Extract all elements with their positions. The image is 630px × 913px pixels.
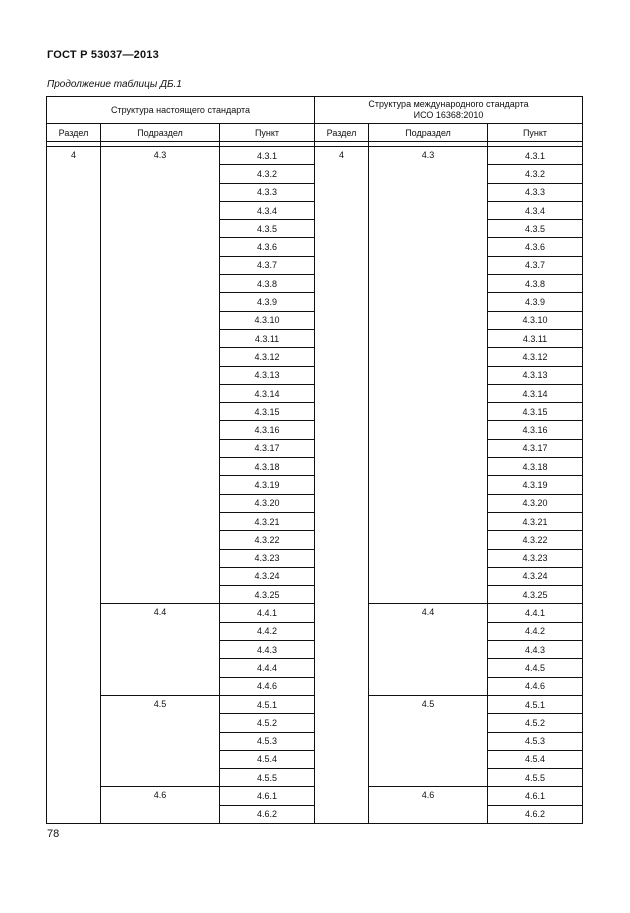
item-cell-international: 4.4.6 [488,677,583,695]
item-cell-national: 4.3.11 [220,329,315,347]
item-cell-international: 4.6.1 [488,787,583,805]
item-cell-international: 4.3.9 [488,293,583,311]
item-cell-national: 4.5.1 [220,695,315,713]
section-cell-national: 4 [47,147,101,824]
col-header-section: Раздел [47,124,101,142]
item-cell-national: 4.5.3 [220,732,315,750]
item-cell-national: 4.3.23 [220,549,315,567]
item-cell-national: 4.3.6 [220,238,315,256]
subsection-cell-international: 4.6 [369,787,488,824]
item-cell-international: 4.3.14 [488,384,583,402]
item-cell-international: 4.3.13 [488,366,583,384]
item-cell-national: 4.4.6 [220,677,315,695]
item-cell-international: 4.3.18 [488,458,583,476]
item-cell-national: 4.3.9 [220,293,315,311]
page-number: 78 [47,828,60,840]
item-cell-international: 4.3.10 [488,311,583,329]
item-cell-national: 4.3.16 [220,421,315,439]
item-cell-international: 4.3.15 [488,403,583,421]
item-cell-national: 4.3.18 [220,458,315,476]
item-cell-international: 4.3.20 [488,494,583,512]
item-cell-international: 4.3.5 [488,220,583,238]
item-cell-international: 4.3.7 [488,256,583,274]
item-cell-international: 4.3.6 [488,238,583,256]
item-cell-international: 4.3.16 [488,421,583,439]
subsection-cell-international: 4.5 [369,695,488,786]
item-cell-international: 4.3.24 [488,567,583,585]
subsection-cell-national: 4.6 [101,787,220,824]
item-cell-national: 4.3.7 [220,256,315,274]
group-header-national [47,97,315,124]
col-header-item: Пункт [488,124,583,142]
item-cell-national: 4.6.1 [220,787,315,805]
item-cell-international: 4.3.21 [488,512,583,530]
item-cell-international: 4.3.17 [488,439,583,457]
item-cell-national: 4.3.1 [220,147,315,165]
item-cell-international: 4.3.11 [488,329,583,347]
item-cell-national: 4.4.3 [220,641,315,659]
item-cell-national: 4.3.13 [220,366,315,384]
subsection-cell-national: 4.5 [101,695,220,786]
item-cell-national: 4.3.22 [220,531,315,549]
item-cell-national: 4.3.24 [220,567,315,585]
item-cell-international: 4.3.1 [488,147,583,165]
item-cell-international: 4.5.3 [488,732,583,750]
item-cell-national: 4.3.19 [220,476,315,494]
col-header-item: Пункт [220,124,315,142]
item-cell-national: 4.3.5 [220,220,315,238]
item-cell-national: 4.3.2 [220,165,315,183]
item-cell-international: 4.4.3 [488,641,583,659]
item-cell-international: 4.4.5 [488,659,583,677]
group-header-international [315,97,583,124]
table-caption: Продолжение таблицы ДБ.1 [47,79,182,90]
item-cell-national: 4.3.17 [220,439,315,457]
item-cell-international: 4.3.25 [488,586,583,604]
item-cell-national: 4.3.10 [220,311,315,329]
item-cell-national: 4.3.12 [220,348,315,366]
item-cell-national: 4.3.25 [220,586,315,604]
item-cell-national: 4.3.21 [220,512,315,530]
item-cell-national: 4.4.4 [220,659,315,677]
item-cell-international: 4.4.2 [488,622,583,640]
item-cell-international: 4.3.2 [488,165,583,183]
item-cell-international: 4.3.8 [488,275,583,293]
table-row [47,147,583,165]
document-header: ГОСТ Р 53037—2013 [47,49,159,61]
section-cell-international: 4 [315,147,369,824]
subsection-cell-international: 4.3 [369,147,488,604]
item-cell-national: 4.5.4 [220,750,315,768]
col-header-subsection: Подраздел [101,124,220,142]
structure-comparison-table [46,96,583,824]
item-cell-international: 4.3.19 [488,476,583,494]
item-cell-international: 4.3.3 [488,183,583,201]
item-cell-national: 4.3.3 [220,183,315,201]
col-header-section: Раздел [315,124,369,142]
item-cell-national: 4.4.1 [220,604,315,622]
table-body [47,142,583,824]
item-cell-international: 4.3.22 [488,531,583,549]
item-cell-national: 4.5.5 [220,769,315,787]
item-cell-international: 4.6.2 [488,805,583,823]
item-cell-national: 4.3.15 [220,403,315,421]
item-cell-international: 4.3.4 [488,201,583,219]
subsection-cell-international: 4.4 [369,604,488,695]
group-header-international-line2: ИСО 16368:2010 [413,110,484,120]
item-cell-national: 4.4.2 [220,622,315,640]
item-cell-international: 4.5.5 [488,769,583,787]
item-cell-national: 4.3.14 [220,384,315,402]
item-cell-national: 4.3.20 [220,494,315,512]
item-cell-international: 4.4.1 [488,604,583,622]
item-cell-national: 4.3.8 [220,275,315,293]
subsection-cell-national: 4.3 [101,147,220,604]
group-header-national-label: Структура настоящего стандарта [110,104,251,115]
item-cell-international: 4.5.4 [488,750,583,768]
item-cell-national: 4.6.2 [220,805,315,823]
item-cell-international: 4.3.23 [488,549,583,567]
col-header-subsection: Подраздел [369,124,488,142]
group-header-international-line1: Структура международного стандарта [368,99,529,109]
item-cell-national: 4.3.4 [220,201,315,219]
item-cell-international: 4.5.1 [488,695,583,713]
subsection-cell-national: 4.4 [101,604,220,695]
item-cell-international: 4.5.2 [488,714,583,732]
item-cell-national: 4.5.2 [220,714,315,732]
item-cell-international: 4.3.12 [488,348,583,366]
